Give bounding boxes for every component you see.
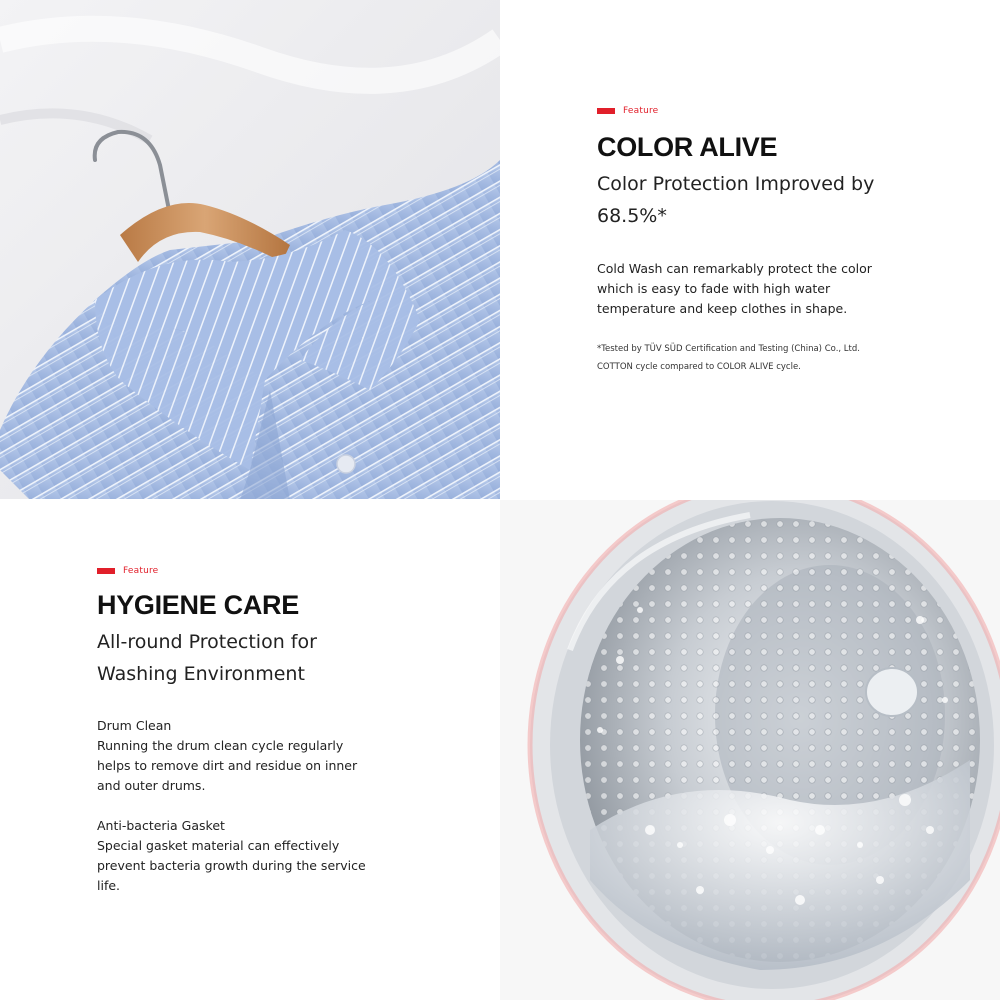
drum-clean-heading: Drum Clean [97, 718, 172, 733]
feature-description [597, 259, 937, 319]
subtitle-line: Color Protection Improved by [597, 173, 875, 195]
feature-tag-label: Feature [623, 106, 659, 116]
shirt-illustration [0, 0, 500, 500]
feature-tag [597, 104, 937, 118]
test-footnote [597, 340, 937, 376]
color-alive-section [597, 104, 937, 376]
footnote-line: *Tested by TÜV SÜD Certification and Testing (China) Co., Ltd. [597, 344, 860, 354]
drum-clean-description [97, 716, 427, 796]
subtitle-line: 68.5%* [597, 205, 667, 227]
feature-subtitle [597, 168, 937, 232]
feature-title: HYGIENE CARE [97, 590, 299, 620]
gasket-description [97, 816, 427, 896]
subtitle-line: Washing Environment [97, 663, 305, 685]
washing-drum-photo [500, 500, 1000, 1000]
description-line: prevent bacteria growth during the service [97, 858, 366, 873]
drum-illustration [500, 500, 1000, 1000]
gasket-heading: Anti-bacteria Gasket [97, 818, 225, 833]
shirt-on-hanger-photo [0, 0, 500, 500]
description-line: Special gasket material can effectively [97, 838, 340, 853]
tag-marker [597, 108, 615, 114]
subtitle-line: All-round Protection for [97, 631, 317, 653]
hygiene-care-section [97, 564, 427, 896]
footnote-line: COTTON cycle compared to COLOR ALIVE cycle. [597, 362, 801, 372]
description-line: Running the drum clean cycle regularly [97, 738, 344, 753]
description-line: Cold Wash can remarkably protect the color [597, 261, 872, 276]
feature-title: COLOR ALIVE [597, 132, 778, 162]
description-line: helps to remove dirt and residue on inner [97, 758, 358, 773]
feature-tag [97, 564, 427, 578]
feature-tag-label: Feature [123, 566, 159, 576]
description-line: which is easy to fade with high water [597, 281, 831, 296]
feature-subtitle [97, 626, 427, 690]
description-line: and outer drums. [97, 778, 206, 793]
description-line: temperature and keep clothes in shape. [597, 301, 848, 316]
description-line: life. [97, 878, 121, 893]
tag-marker [97, 568, 115, 574]
